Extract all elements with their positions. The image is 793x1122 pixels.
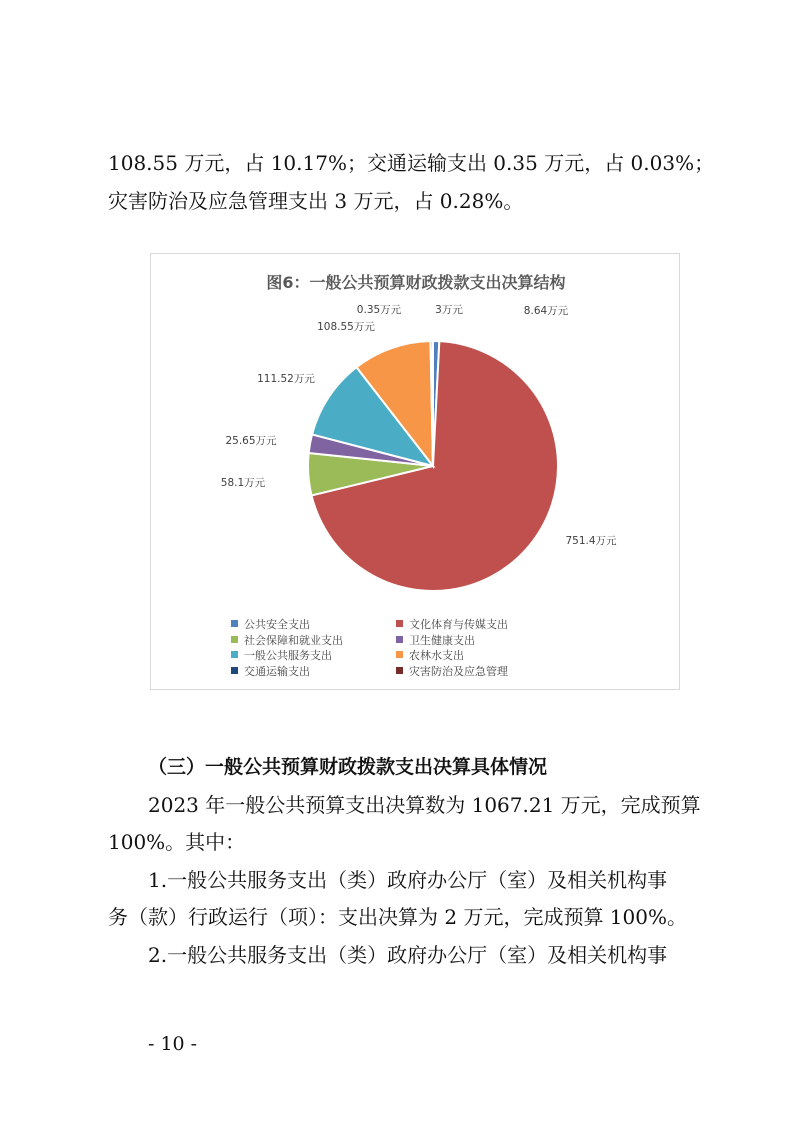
legend-label: 文化体育与传媒支出 xyxy=(409,618,508,631)
chart-title: 图6：一般公共预算财政拨款支出决算结构 xyxy=(266,273,566,292)
legend-swatch xyxy=(231,620,238,627)
body-text-line: 务（款）行政运行（项）：支出决算为 2 万元，完成预算 100%。 xyxy=(108,905,687,929)
body-text-line: 灾害防治及应急管理支出 3 万元，占 0.28%。 xyxy=(108,189,524,213)
legend-swatch xyxy=(396,667,403,674)
legend-swatch xyxy=(396,651,403,658)
legend-label: 卫生健康支出 xyxy=(409,633,475,647)
legend-item xyxy=(396,633,475,648)
pie-chart xyxy=(150,253,680,690)
legend-item xyxy=(231,664,310,679)
data-label: 108.55万元 xyxy=(317,321,375,333)
legend-item xyxy=(231,617,310,632)
legend-item xyxy=(231,648,332,663)
legend-item xyxy=(231,633,343,648)
body-text-line: 2023 年一般公共预算支出决算数为 1067.21 万元，完成预算 xyxy=(148,793,701,817)
legend-item xyxy=(396,617,508,632)
legend-swatch xyxy=(396,636,403,643)
legend-swatch xyxy=(231,651,238,658)
data-label: 58.1万元 xyxy=(220,477,266,489)
legend-label: 公共安全支出 xyxy=(244,618,310,631)
body-text-line: 100%。其中： xyxy=(108,830,246,854)
data-label: 25.65万元 xyxy=(225,435,277,447)
legend-swatch xyxy=(396,620,403,627)
legend-item xyxy=(396,648,464,663)
legend-label: 灾害防治及应急管理 xyxy=(409,664,508,678)
section-heading: （三）一般公共预算财政拨款支出决算具体情况 xyxy=(148,756,548,778)
body-text-line: 108.55 万元，占 10.17%；交通运输支出 0.35 万元，占 0.03%； xyxy=(108,151,715,175)
legend-swatch xyxy=(231,667,238,674)
body-text-line: 2.一般公共服务支出（类）政府办公厅（室）及相关机构事 xyxy=(148,943,668,967)
data-label: 8.64万元 xyxy=(523,305,569,317)
legend-label: 社会保障和就业支出 xyxy=(244,633,343,647)
data-label: 0.35万元 xyxy=(356,304,402,316)
legend-label: 交通运输支出 xyxy=(244,664,310,678)
legend-label: 农林水支出 xyxy=(409,649,464,662)
page-number: - 10 - xyxy=(148,1033,198,1055)
legend-item xyxy=(396,664,508,679)
data-label: 3万元 xyxy=(435,304,463,316)
data-label: 111.52万元 xyxy=(257,373,315,385)
legend-swatch xyxy=(231,636,238,643)
data-label: 751.4万元 xyxy=(565,535,617,547)
body-text-line: 1.一般公共服务支出（类）政府办公厅（室）及相关机构事 xyxy=(148,868,668,892)
legend-label: 一般公共服务支出 xyxy=(244,649,332,662)
